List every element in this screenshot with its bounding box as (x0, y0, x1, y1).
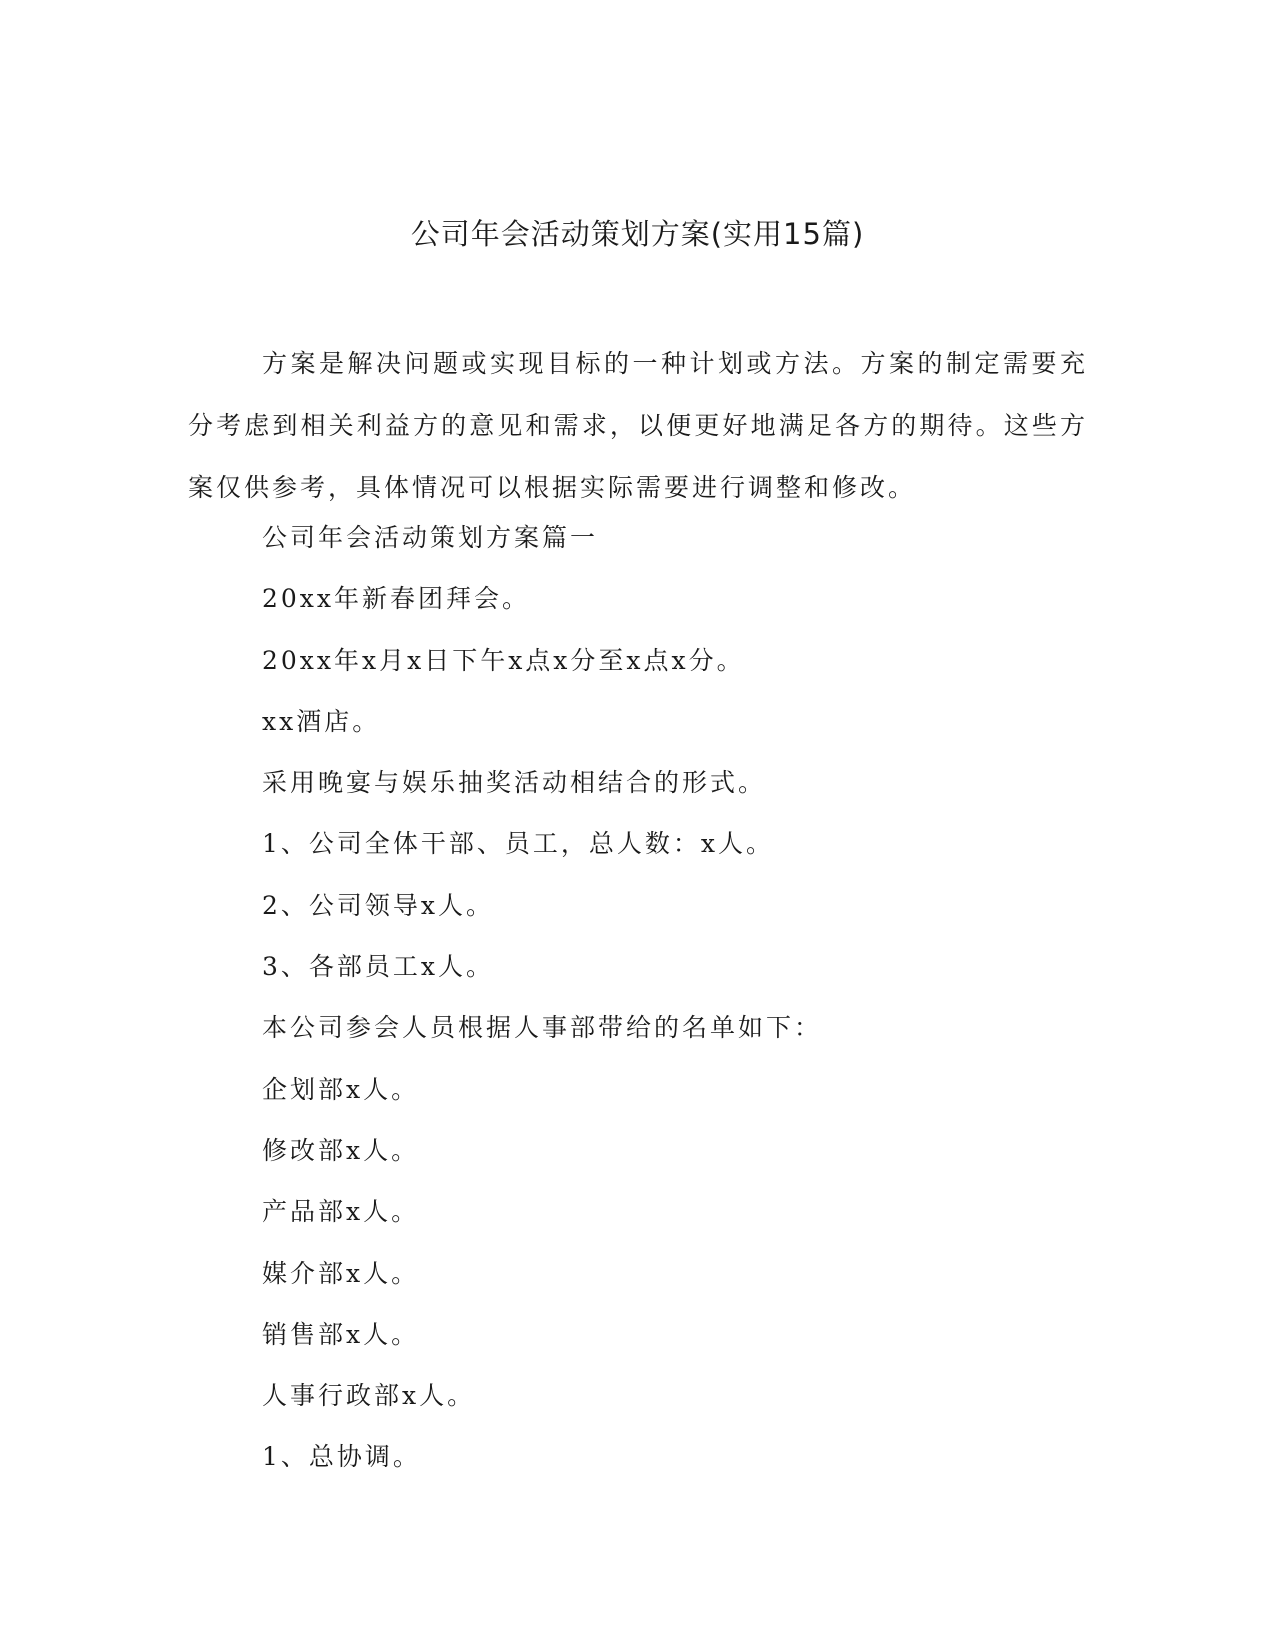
body-line: 本公司参会人员根据人事部带给的名单如下： (262, 1013, 823, 1043)
body-line: 企划部x人。 (262, 1074, 420, 1104)
body-line: 1、总协调。 (262, 1442, 421, 1472)
body-line: 3、各部员工x人。 (262, 952, 495, 982)
document-title: 公司年会活动策划方案(实用15篇) (410, 217, 865, 251)
body-line: 产品部x人。 (262, 1197, 420, 1227)
section-heading: 公司年会活动策划方案篇一 (262, 523, 599, 552)
body-line: 媒介部x人。 (262, 1258, 420, 1288)
body-line: 2、公司领导x人。 (262, 890, 495, 920)
body-line: 20xx年x月x日下午x点x分至x点x分。 (262, 645, 745, 675)
body-line: 1、公司全体干部、员工，总人数：x人。 (262, 829, 775, 859)
body-lines (262, 518, 822, 1499)
body-line: 20xx年新春团拜会。 (262, 584, 531, 614)
body-line: xx酒店。 (262, 706, 381, 736)
body-line: 采用晚宴与娱乐抽奖活动相结合的形式。 (262, 768, 767, 798)
body-line: 修改部x人。 (262, 1135, 420, 1165)
intro-paragraph: 方案是解决问题或实现目标的一种计划或方法。方案的制定需要充分考虑到相关利益方的意见和需求，以便更好地满足各方的期待。这些方案仅供参考，具体情况可以根据实际需要进行调整和修改。 (188, 349, 1088, 502)
body-line: 人事行政部x人。 (262, 1381, 476, 1411)
body-line: 销售部x人。 (262, 1319, 420, 1349)
